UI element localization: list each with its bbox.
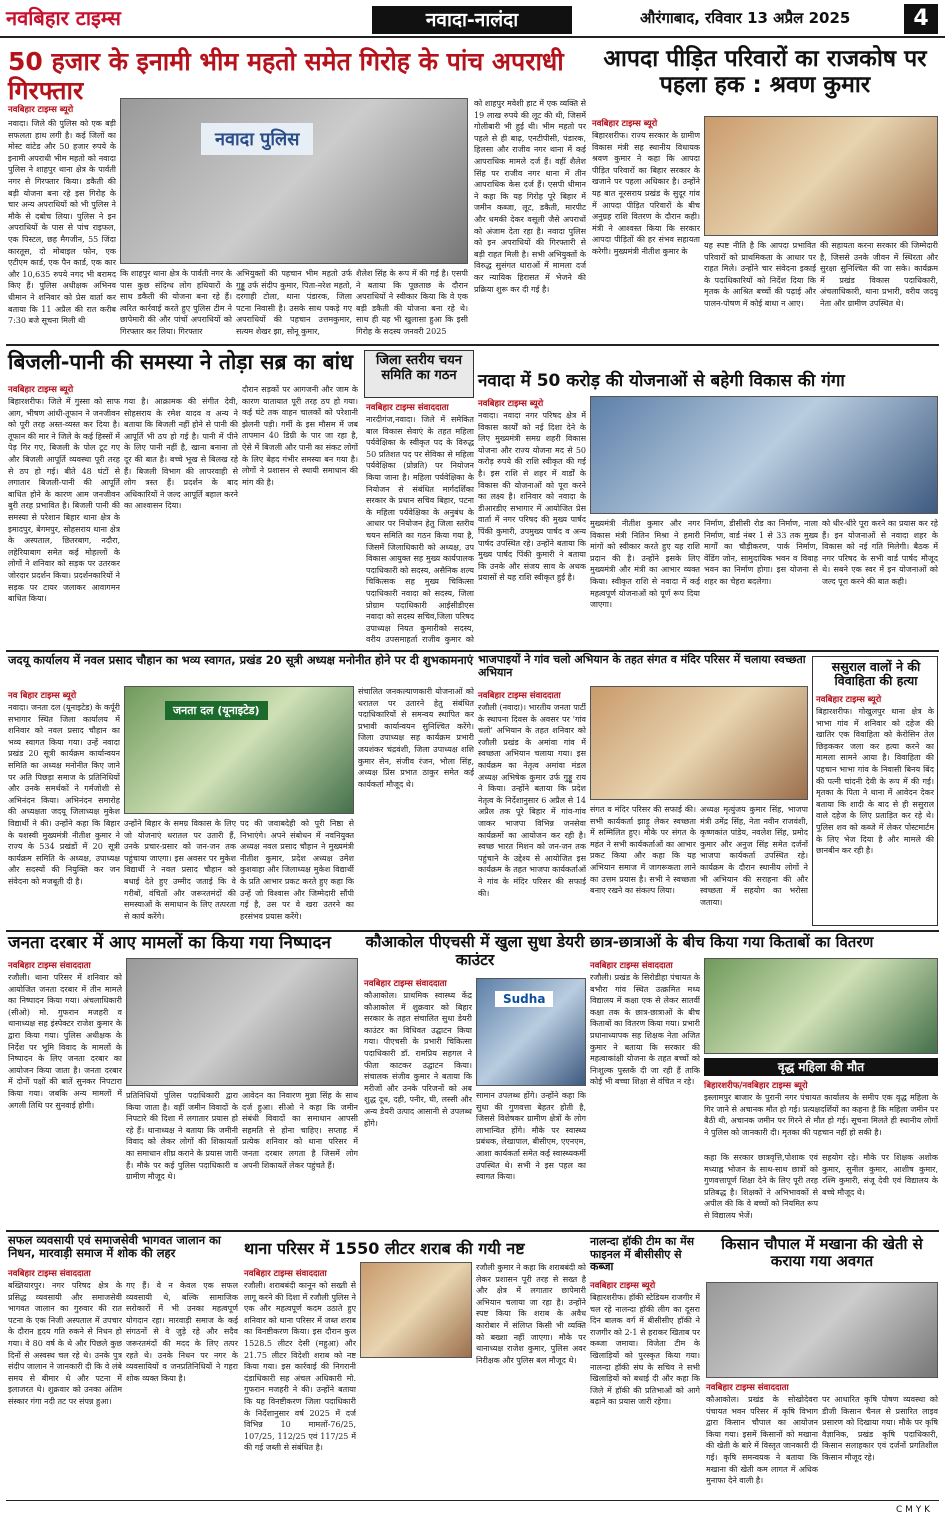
story15-byline: नवबिहार टाइम्स ब्यूरो — [590, 1281, 656, 1291]
story6-byline: नव बिहार टाइम्स ब्यूरो — [8, 691, 77, 701]
page-number: 4 — [904, 4, 938, 34]
story14-col1: रजौली। शराबबंदी कानून को सख्ती से लागू करने की दिशा में रजौली पुलिस ने एक और महत्वपूर्ण कदम उठाते हुए शनिवार को थाना परिसर में जब्त शराब का विनष्टीकरण किया। इस दौरान कुल 1528.5 लीटर देसी (महुआ) और 21.75 लीटर विदेशी शराब को नष्ट किया गया। इस कार्रवाई की निगरानी दंडाधिकारी सह अंचल अधिकारी मो. गुफरान मजहरी ने की। उन्होंने बताया कि यह विनष्टीकरण जिला पदाधिकारी के निर्देशानुसार वर्ष 2025 में दर्ज विभिन्न 10 मामलों-76/25, 107/25, 112/25 एवं 117/25 में की गई जब्ती से संबंधित है। — [244, 1281, 356, 1453]
section-label: नवादा-नालंदा — [372, 6, 572, 34]
story12-byline: बिहारशरीफ/नवबिहार टाइम्स ब्यूरो — [704, 1081, 808, 1091]
story5-headline: नवादा में 50 करोड़ की योजनाओं से बहेगी विकास की गंगा — [478, 371, 845, 391]
story6-photo — [124, 686, 354, 814]
story11-col1: रजौली। प्रखंड के सिरोडीहा पंचायत के बभौरा गांव स्थित उत्क्रमित मध्य विद्यालय में कक्षा एक से लेकर सातवीं कक्षा तक के छात्र-छात्राओं के बीच किताबों का वितरण किया गया। प्रभारी प्रधानाध्यापक सह शिक्षक नेता अजित कुमार ने बताया कि सरकार की महत्वाकांक्षी योजना के तहत बच्चों को निःशुल्क पुस्तकें दी जा रही हैं ताकि कोई भी बच्चा शिक्षा से वंचित न रहे। — [590, 973, 700, 1087]
story10-headline: कौआकोल पीएचसी में खुला सुधा डेयरी काउंटर — [365, 933, 585, 969]
story6-headline: जदयू कार्यालय में नवल प्रसाद चौहान का भव्य स्वागत, प्रखंड 20 सूत्री अध्यक्ष मनोनीत होने पर दी शुभकामनाएं — [8, 653, 474, 667]
story13-col2: गए हैं। वे न केवल एक सफल व्यवसायी थे, बल्कि सामाजिक सरोकारों में भी उनका महत्वपूर्ण योगदान रहा। मारवाड़ी समाज के कई संगठनों से वे जुड़े रहे और सदैव जरूरतमंदों की मदद के लिए तत्पर रहते थे। उनके निधन पर नगर के व्यवसायियों व जनप्रतिनिधियों ने गहरा शोक व्यक्त किया है। — [126, 1281, 238, 1383]
story11-headline: छात्र-छात्राओं के बीच किया गया किताबों का वितरण — [590, 933, 874, 951]
story9-col1: रजौली। थाना परिसर में शनिवार को आयोजित जनता दरबार में तीन मामले का निष्पादन किया गया। अंचलाधिकारी (सीओ) मो. गुफरान मजहरी व थानाध्यक्ष सह इंस्पेक्टर राजेश कुमार के द्वारा किया गया। पुलिस अधीक्षक के निर्देश पर भूमि विवाद के मामलों के निष्पादन के लिए जनता दरबार का आयोजन किया जाता है। जनता दरबार में दोनों पक्षों की बातें सुनकर निपटारा किया गया। जबकि अन्य मामलों में अगली तिथि पर सुनवाई होगी। — [8, 973, 122, 1110]
story4-headline: जिला स्तरीय चयन समिति का गठन — [376, 353, 462, 383]
story4-head-box — [364, 350, 474, 398]
footer-rule — [6, 1500, 939, 1501]
story5-byline: नवबिहार टाइम्स ब्यूरो — [478, 399, 544, 409]
divider — [6, 344, 939, 346]
paper-name: नवबिहार टाइम्स — [6, 6, 121, 30]
sudha-sign: Sudha — [495, 991, 553, 1007]
story5-col3: निर्माण, डीसीसी रोड का निर्माण, नाला निर्माण, वार्ड नंबर 1 से 33 तक मुख्य मार्गों का चौड़ीकरण, पार्क निर्माण, वेंडिंग जोन, सामुदायिक भवन व विवाह भवन का निर्माण होगा। इस योजना से शहर का चेहरा बदलेगा। — [704, 519, 818, 586]
story3-col2: गया है। आक्रामक की संगीत देवी, सोहसराय के रमेश यादव व अन्य ने बताया कि बिजली नहीं होने से पानी की आपूर्ति भी ठप हो गई है। पानी में पीने के लिए पानी नहीं है, खाना बनाना तो दूर की बात है। बच्चे भूख से बिलख रहे हैं। बिजली विभाग की लापरवाही से लोग त्रस्त हैं। प्रदर्शन के बाद अधिकारियों ने जल्द आपूर्ति बहाल करने का आश्वासन दिया। — [124, 397, 238, 511]
cmyk-marks: C M Y K — [896, 1505, 931, 1515]
story10-photo — [476, 978, 586, 1086]
story1-col5: को शाहपुर मवेशी हाट में एक व्यक्ति से 19 लाख रुपये की लूट की थी, जिसमें गोलीबारी भी हुई थी। भीम महतो पर पहले से ही बाढ़, एनटीपीसी, पंडारक, हिलसा और राजीव नगर थाना में कई आपराधिक मामले दर्ज हैं। वहीं शैलेश सिंह पर राजीव नगर थाना में तीन आपराधिक केस दर्ज हैं। एसपी धीमान ने कहा कि यह गिरोह पूरे बिहार में जमीन कब्जा, लूट, डकैती, मारपीट और धमकी देकर वसूली जैसे अपराधों को अंजाम देता रहा है। नवादा पुलिस को इन अपराधियों की गिरफ्तारी से बड़ी राहत मिली है। सभी अभियुक्तों के विरुद्ध सुसंगत धाराओं में मामला दर्ज कर न्यायिक हिरासत में भेजने की प्रक्रिया शुरू कर दी गई है। — [474, 99, 586, 294]
story7-photo — [590, 686, 808, 800]
story1-lead: नवादा। जिले की पुलिस को एक बड़ी सफलता हाथ लगी है। कई जिलों का मोस्ट वांटेड और 50 हजार रुपये के इनामी अपराधी भीम महतो को नवादा पुलिस ने शाहपुर थाना क्षेत्र के पार्वती नगर से गिरफ्तार किया। डकैती की बड़ी योजना बना रहे इस गिरोह के चार अन्य अपराधियों को भी पुलिस ने मौके से दबोच लिया। पुलिस ने इन अपराधियों के पास से पांच राइफल, एक पिस्टल, छह मैगजीन, 55 जिंदा कारतूस, दो मोबाइल फोन, एक एटीएम कार्ड, एक पैन कार्ड, एक कार और 10,635 रुपये नगद भी बरामद किए हैं। पुलिस अधीक्षक अभिनव धीमान ने शनिवार को प्रेस वार्ता कर बताया कि 11 अप्रैल की रात करीब 7:30 बजे सूचना मिली थी — [8, 119, 116, 326]
story3-col3: दौरान सड़कों पर आगजनी और जाम के कारण यातायात पूरी तरह ठप हो गया। कई घंटे तक वाहन चालकों को परेशानी झेलनी पड़ी। गर्मी के इस मौसम में जब तापमान 40 डिग्री के पार जा रहा है, ऐसे में बिजली और पानी का संकट लोगों के लिए बेहद गंभीर समस्या बन गया है। लोगों ने प्रशासन से स्थायी समाधान की मांग की है। — [242, 385, 358, 487]
story2-headline: आपदा पीड़ित परिवारों का राजकोष पर पहला हक : श्रवण कुमार — [603, 46, 927, 99]
story11-col2: कहा कि सरकार छात्रवृत्ति,पोशाक एवं मध्याह्न भोजन के साथ-साथ छात्रों को गुणवत्तापूर्ण शिक्षा देने के लिए पूरी तरह प्रतिबद्ध है। शिक्षकों ने अभिभावकों से अपील की कि वे बच्चों को नियमित रूप से विद्यालय भेजें। — [704, 1153, 818, 1220]
story14-col2: रजौली कुमार ने कहा कि शराबबंदी को लेकर प्रशासन पूरी तरह से सख्त है और क्षेत्र में लगातार छापेमारी अभियान चलाया जा रहा है। उन्होंने स्पष्ट किया कि शराब के अवैध कारोबार में संलिप्त किसी भी व्यक्ति को बख्शा नहीं जाएगा। मौके पर थानाध्यक्ष राजेश कुमार, पुलिस अवर निरीक्षक और पुलिस बल मौजूद थे। — [476, 1263, 586, 1365]
story3-byline: नवबिहार टाइम्स ब्यूरो — [8, 385, 74, 395]
story5-photo — [590, 396, 938, 514]
story10-byline: नवबिहार टाइम्स संवाददाता — [364, 979, 447, 989]
story7-col2: संगत व मंदिर परिसर की सफाई की। सभी कार्यकर्ता झाड़ू लेकर स्वच्छता में सम्मिलित हुए। मौके पर संगत के महंत ने सभी कार्यकर्ताओं का आभार प्रकट किया और कहा कि यह अभियान समाज में जागरूकता लाने का उत्तम प्रयास है। सभी ने स्वच्छता बनाए रखने का संकल्प लिया। — [590, 805, 696, 896]
story2-photo — [704, 116, 938, 236]
story7-col1: रजौली (नवादा)। भारतीय जनता पार्टी के स्थापना दिवस के अवसर पर 'गांव चलो' अभियान के तहत शनिवार को रजौली प्रखंड के अमांवा गांव में स्वच्छता अभियान चलाया गया। इस कार्यक्रम का नेतृत्व अमांवा मंडल अध्यक्ष अभिषेक कुमार उर्फ गुड्डू राय ने किया। उन्होंने बताया कि प्रदेश नेतृत्व के निर्देशानुसार 6 अप्रैल से 14 अप्रैल तक पूरे बिहार में गांव-गांव जाकर भाजपा विभिन्न जनसेवा कार्यक्रमों का आयोजन कर रही है। स्वच्छ भारत मिशन को जन-जन तक पहुंचाने के उद्देश्य से आयोजित इस कार्यक्रम के तहत भाजपा कार्यकर्ताओं ने गांव के मंदिर परिसर की सफाई की। — [478, 703, 586, 898]
story16-byline: नवबिहार टाइम्स संवाददाता — [706, 1383, 789, 1393]
story13-headline: सफल व्यवसायी एवं समाजसेवी भागवत जालान का निधन, मारवाड़ी समाज में शोक की लहर — [8, 1233, 221, 1261]
story6-col4: संचालित जनकल्याणकारी योजनाओं को धरातल पर उतारने हेतु संबंधित पदाधिकारियों से समन्वय स्थापित कर प्रभावी कार्यान्वयन सुनिश्चित करेंगे। जिला उपाध्यक्ष सह कार्यक्रम प्रभारी जयशंकर चंद्रवंशी, जिला उपाध्यक्ष शशि कुमार सेन, संजीव रंजन, भोला सिंह, अध्यक्ष प्रिंस प्रभात ठाकुर समेत कई कार्यकर्ता मौजूद थे। — [358, 687, 474, 789]
story3-headline: बिजली-पानी की समस्या ने तोड़ा सब्र का बांध — [8, 350, 353, 374]
divider — [6, 650, 939, 652]
police-banner: नवादा पुलिस — [201, 123, 313, 155]
story14-byline: नवबिहार टाइम्स संवाददाता — [244, 1269, 327, 1279]
story15-headline: नालन्दा हॉकी टीम का मेंस फाइनल में बीसीसीए से कब्जा — [590, 1235, 695, 1274]
story2-body: बिहारशरीफ। राज्य सरकार के ग्रामीण विकास मंत्री सह स्थानीय विधायक श्रवण कुमार ने कहा कि आपदा पीड़ित परिवारों का बिहार सरकार के खजाने पर पहला अधिकार है। उन्होंने यह बात नूरसराय प्रखंड के सुदूर गांव में आपदा पीड़ित परिवारों के बीच अनुग्रह राशि वितरण के दौरान कही। मंत्री ने आश्वस्त किया कि सरकार आपदा पीड़ितों की हर संभव सहायता करेगी। मुख्यमंत्री नीतीश कुमार के — [592, 131, 700, 256]
story3-col1: बिहारशरीफ। जिले में गुस्सा को साफ आग, भीषण आंधी-तूफान ने जनजीवन को पूरी तरह अस्त-व्यस्त कर दिया है। तूफान की मार ने जिले के कई हिस्सों में पेड़ गिर गए, बिजली के पोल टूट गए और बिजली आपूर्ति व्यवस्था पूरी तरह से ठप हो गई। बीते 48 घंटों से लगातार बिजली-पानी की आपूर्ति बाधित होने के कारण आम जनजीवन बुरी तरह प्रभावित है। बिजली पानी की समस्या से परेशान बिहार थाना क्षेत्र के इमादपुर, बेगमपुर, सोहसराय थाना क्षेत्र के अस्पताल, छितरबाग, नदौरा, लहेरियाबाग समेत कई मोहल्लों के लोगों ने शनिवार को सड़क पर उतरकर जोरदार प्रदर्शन किया। प्रदर्शनकारियों ने सड़क पर टायर जलाकर आवागमन बाधित किया। — [8, 397, 120, 604]
story5-col4: को धीर-धीरे पूरा करने का प्रयास कर रहे हैं। इन योजनाओं से नवादा शहर के विकास को नई गति मिलेगी। बैठक में नगर परिषद के सभी वार्ड पार्षद मौजूद थे। सबने एक स्वर में इन योजनाओं को जल्द पूरा करने की बात कही। — [822, 519, 938, 586]
story12-headline: वृद्ध महिला की मौत — [704, 1058, 938, 1076]
divider — [6, 1230, 939, 1232]
story1-col2: कि शाहपुर थाना क्षेत्र के पार्वती नगर के पास कुछ संदिग्ध लोग हथियारों के साथ डकैती की योजना बना रहे हैं। त्वरित कार्रवाई करते हुए पुलिस टीम ने छापेमारी की और पांचों अपराधियों को गिरफ्तार कर लिया। गिरफ्तार — [120, 269, 232, 336]
story1-photo — [120, 98, 468, 264]
story2-col3: की सहायता करना सरकार की जिम्मेदारी है, जिससे उनके जीवन में स्थिरता और सुरक्षा सुनिश्चित की जा सके। कार्यक्रम में प्रखंड विकास पदाधिकारी, अंचलाधिकारी, थाना प्रभारी, वरीय जदयू नेता और ग्रामीण उपस्थित थे। — [820, 241, 938, 308]
story13-byline: नवबिहार टाइम्स संवाददाता — [8, 1269, 91, 1279]
dateline: औरंगाबाद, रविवार 13 अप्रैल 2025 — [640, 9, 851, 27]
story16-col1: कौआकोल। प्रखंड के सोखोदेवरा पंचायत भवन परिसर में कृषि विभाग द्वारा किसान चौपाल का आयोजन किया गया। इसमें किसानों को मखाना की खेती के बारे में विस्तृत जानकारी दी गई। कृषि समन्वयक ने बताया कि मखाना की खेती कम लागत में अधिक मुनाफा देने वाली है। — [706, 1395, 818, 1486]
story10-col2: सामान उपलब्ध होंगे। उन्होंने कहा कि सुधा की गुणवत्ता बेहतर होती है, जिससे विशेषकर ग्रामीण क्षेत्रों के लोग लाभान्वित होंगे। मौके पर स्वास्थ्य प्रबंधक, लेखापाल, बीसीएम, एएनएम, आशा कार्यकर्ता समेत कई स्वास्थ्यकर्मी उपस्थित थे। सभी ने इस पहल का स्वागत किया। — [476, 1091, 586, 1182]
story10-col1: कौआकोल। प्राथमिक स्वास्थ्य केंद्र कौआकोल में शुक्रवार को बिहार सरकार के तहत संचालित सुधा डेयरी काउंटर का विधिवत उद्घाटन किया गया। पीएचसी के प्रभारी चिकित्सा पदाधिकारी डॉ. रामप्रिय सहगल ने फीता काटकर उद्घाटन किया। संचालक संजीव कुमार ने बताया कि मरीजों और उनके परिजनों को अब शुद्ध दूध, दही, पनीर, घी, लस्सी और अन्य डेयरी उत्पाद आसानी से उपलब्ध होंगे। — [364, 991, 472, 1128]
story6-col2: उन्होंने बिहार के समग्र विकास के लिए जो योजनाएं धरातल पर उतारी हैं, उनके प्रचार-प्रसार को जन-जन तक पहुंचाया जाएगा। इस अवसर पर मुकेश विद्यार्थी ने नवल प्रसाद चौहान को बधाई देते हुए उम्मीद जताई कि वे गरीबों, वंचितों और जरूरतमंदों की समस्याओं के समाधान के लिए तत्परता से कार्य करेंगे। — [124, 819, 236, 921]
story1-col4: शैलेश सिंह के रूप में की गई है। एसपी ने बताया कि पूछताछ के दौरान अपराधियों ने स्वीकार किया कि वे एक बड़ी डकैती की योजना बना रहे थे। साथ ही यह भी खुलासा हुआ कि इसी गिरोह के सदस्य जनवरी 2025 — [356, 269, 468, 336]
story4-body: नारदीगंज,नवादा। जिले में समेकित बाल विकास सेवाएं के तहत महिला पर्यवेक्षिका के स्वीकृत पद के विरुद्ध 50 प्रतिशत पद पर सेविका से महिला पर्यवेक्षिका (प्रोन्नति) पर नियोजन किया जाना है। महिला पर्यवेक्षिका के नियोजन से संबंधित मार्गदर्शिका सरकार के प्रधान सचिव बिहार, पटना के महिला पर्यवेक्षिका के अनुबंध के आधार पर नियोजन हेतु जिला स्तरीय चयन समिति का गठन किया गया है, जिसमें जिलाधिकारी को अध्यक्ष, उप विकास आयुक्त सह मुख्य कार्यपालक पदाधिकारी को सदस्य, असैनिक शल्य चिकित्सक सह मुख्य चिकित्सा पदाधिकारी नवादा को सदस्य, जिला प्रोग्राम पदाधिकारी आईसीडीएस नवादा को सदस्य सचिव,जिला परिषद उपाध्यक्ष नियत कुमारीको सदस्य, वरीय उपसमाहर्ता राजीव कुमार को — [366, 415, 474, 645]
story7-headline: भाजपाइयों ने गांव चलो अभियान के तहत संगत व मंदिर परिसर में चलाया स्वच्छता अभियान — [478, 653, 806, 679]
story14-headline: थाना परिसर में 1550 लीटर शराब की गयी नष्ट — [244, 1239, 525, 1258]
story4-byline: नवबिहार टाइम्स संवाददाता — [366, 403, 449, 413]
story7-col3: अध्यक्ष मृत्युंजय कुमार सिंह, भाजपा मंत्री उमेंद्र सिंह, नेता नवीन राजवंशी, कृष्णकांत पांडेय, नवलेश सिंह, प्रमोद कुमार और अनुज सिंह समेत दर्जनों भाजपा कार्यकर्ता उपस्थित रहे। कार्यक्रम के दौरान स्थानीय लोगों ने भी अभियान की सराहना की और स्वच्छता में सहयोग का भरोसा जताया। — [700, 805, 808, 907]
story1-headline: 50 हजार के इनामी भीम महतो समेत गिरोह के पांच अपराधी गिरफ्तार — [8, 47, 564, 105]
story9-photo — [126, 958, 358, 1086]
story5-col1: नवादा। नवादा नगर परिषद क्षेत्र में विकास कार्यों को नई दिशा देने के लिए मुख्यमंत्री समग्र शहरी विकास योजना और राज्य योजना मद से 50 करोड़ रुपये की राशि स्वीकृत की गई है। इस राशि से शहर में वार्डों के विकास की योजनाओं को पूरा करने का लक्ष्य है। शनिवार को नवादा के डीआरडीए सभागार में आयोजित प्रेस वार्ता में नगर परिषद की मुख्य पार्षद पिंकी कुमारी, उपमुख्य पार्षद व अन्य पार्षद उपस्थित रहे। उन्होंने बताया कि मुख्य पार्षद पिंकी कुमारी ने बताया कि उनके और संजय साव के अथक प्रयासों से यह राशि स्वीकृत हुई है। — [478, 411, 586, 583]
story11-byline: नवबिहार टाइम्स संवाददाता — [590, 961, 673, 971]
story2-col2: यह स्पष्ट नीति है कि आपदा प्रभावित परिवारों को प्राथमिकता के आधार पर राहत मिले। उन्होंने चार संवेदना इकाई के पदाधिकारियों को निर्देश दिया कि मृतक के आश्रित बच्चों की पढ़ाई और पालन-पोषण में कोई बाधा न आए। — [704, 241, 816, 308]
story2-byline: नवबिहार टाइम्स ब्यूरो — [592, 119, 658, 129]
story11-photo — [704, 958, 938, 1054]
story11-col3: सहयोग रहे। मौके पर शिक्षक अशोक कुमार, सुनील कुमार, आशीष कुमार, रश्मि कुमारी, संजू देवी एवं विद्यालय के बच्चे मौजूद थे। — [822, 1153, 938, 1197]
story8-byline: नवबिहार टाइम्स ब्यूरो — [816, 695, 882, 705]
story15-body: बिहारशरीफ। हॉकी स्टेडियम राजगीर में चल रहे नालन्दा हॉकी लीग का दूसरा दिन बालक वर्ग में बीसीसीए हॉकी ने राजगीर को 2-1 से हराकर खिताब पर कब्जा जमाया। विजेता टीम के खिलाड़ियों को पुरस्कृत किया गया। नालन्दा हॉकी संघ के सचिव ने सभी खिलाड़ियों को बधाई दी और कहा कि जिले में हॉकी की प्रतिभाओं को आगे बढ़ाने का प्रयास जारी रहेगा। — [590, 1293, 700, 1407]
masthead — [0, 0, 945, 38]
jdu-banner: जनता दल (यूनाइटेड) — [165, 701, 268, 720]
story16-photo — [706, 1282, 938, 1378]
story9-headline: जनता दरबार में आए मामलों का किया गया निष्पादन — [8, 933, 331, 953]
story9-byline: नवबिहार टाइम्स संवाददाता — [8, 961, 91, 971]
story8-headline: ससुराल वालों ने की विवाहिता की हत्या — [831, 659, 921, 689]
divider — [6, 930, 939, 932]
story1-col3: अभियुक्तों की पहचान भीम महतो उर्फ गुड्डू उर्फ संदीप कुमार, पिता-नरेश महतो, दरगाही टोला, थाना पंडारक, जिला पटना निवासी है। उसके साथ पकड़े गए अपराधियों की पहचान उत्तमकुमार, सत्यम शेखर झा, सोनू कुमार, — [236, 269, 352, 336]
story12-body: इस्लामपुर बाजार के पुरानी नगर पंचायत कार्यालय के समीप एक वृद्ध महिला के गिर जाने से अचानक मौत हो गई। प्रत्यक्षदर्शियों का कहना है कि महिला जमीन पर बैठी थी, अचानक जमीन पर गिरने से मौत हो गई। सूचना मिलते ही स्थानीय लोगों ने पुलिस को जानकारी दी। मृतका की पहचान नहीं हो सकी है। — [704, 1093, 938, 1137]
story16-col2: पर आधारित कृषि पोषण व्यवस्था को डीजी किसान चैनल से प्रसारित लाइव प्रसारण को दिखाया गया। मौके पर कृषि वैज्ञानिक, प्रखंड कृषि पदाधिकारी, किसान सलाहकार एवं दर्जनों प्रगतिशील किसान मौजूद रहे। — [822, 1395, 938, 1462]
story1-byline: नवबिहार टाइम्स ब्यूरो — [8, 105, 74, 115]
story8-body: बिहारशरीफ। गोखुलपुर थाना क्षेत्र के भाभा गांव में शनिवार को दहेज की खातिर एक विवाहिता को केरोसिन तेल छिड़ककर जला कर हत्या करने का मामला सामने आया है। विवाहिता की पहचान भाभा गांव के निवासी बिनय बिंद की पत्नी चांदनी देवी के रूप में की गई। मृतका के पिता ने थाना में आवेदन देकर बताया कि शादी के बाद से ही ससुराल वाले दहेज के लिए प्रताड़ित कर रहे थे। पुलिस शव को कब्जे में लेकर पोस्टमार्टम के लिए भेज दिया है और मामले की छानबीन कर रही है। — [816, 707, 934, 856]
story9-col2: प्रतिनिधियों पुलिस पदाधिकारी द्वारा किया जाता है। वहीं जमीन विवादों के निपटारे की दिशा में लगातार प्रयास हो रहे हैं। थानाध्यक्ष ने बताया कि जमीनी विवाद को लेकर लोगों की शिकायतों का समाधान शीघ्र कराने के प्रयास जारी हैं। मौके पर कई पुलिस पदाधिकारी व ग्रामीण मौजूद थे। — [126, 1091, 238, 1182]
story5-col2: मुख्यमंत्री नीतीश कुमार और नगर विकास मंत्री नितिन मिश्रा ने हमारी मांगों को स्वीकार करते हुए यह राशि प्रदान की है। उन्होंने इसके लिए मुख्यमंत्री और मंत्री का आभार व्यक्त किया। स्वीकृत राशि से नवादा में कई महत्वपूर्ण योजनाओं को पूर्ण रूप दिया जाएगा। — [590, 519, 700, 610]
story16-headline: किसान चौपाल में मखाना की खेती से कराया गया अवगत — [721, 1235, 923, 1271]
story6-col3: पद की जवाबदेही को पूरी निष्ठा से निभाएंगे। अपने संबोधन में नवनियुक्त अध्यक्ष नवल प्रसाद चौहान ने मुख्यमंत्री नीतीश कुमार, प्रदेश अध्यक्ष उमेश कुशवाहा और जिलाध्यक्ष मुकेश विद्यार्थी के प्रति आभार प्रकट करते हुए कहा कि उन्हें जो विश्वास और जिम्मेदारी सौंपी गई है, उस पर वे खरा उतरने का हरसंभव प्रयास करेंगे। — [240, 819, 354, 921]
story13-col1: बख्तियारपुर। नगर परिषद क्षेत्र के प्रसिद्ध व्यवसायी और समाजसेवी भागवत जालान का गुरुवार की रात पटना के एक निजी अस्पताल में उपचार के दौरान हृदय गति रुकने से निधन हो गया। वे 80 वर्ष के थे और पिछले कुछ दिनों से अस्वस्थ चल रहे थे। उनके पुत्र संदीप जालान ने जानकारी दी कि वे लंबे समय से बीमार थे और पटना में इलाजरत थे। शुक्रवार को उनका अंतिम संस्कार गंगा नदी तट पर संपन्न हुआ। — [8, 1281, 122, 1406]
story6-col1: नवादा। जनता दल (यूनाइटेड) के कर्पूरी सभागार स्थित जिला कार्यालय में शनिवार को नवल प्रसाद चौहान का भव्य स्वागत किया गया। उन्हें नवादा प्रखंड 20 सूत्री कार्यक्रम कार्यान्वयन समिति का अध्यक्ष मनोनीत किए जाने पर अति पिछड़ा समाज के प्रतिनिधियों और उनके समर्थकों ने गर्मजोशी से अभिनंदन किया। अभिनंदन समारोह की अध्यक्षता जदयू जिलाध्यक्ष मुकेश विद्यार्थी ने की। उन्होंने कहा कि बिहार के यशस्वी मुख्यमंत्री नीतीश कुमार ने राज्य के 534 प्रखंडों में 20 सूत्री कार्यक्रम समिति के अध्यक्ष, उपाध्यक्ष और सदस्यों की नियुक्ति कर जन संवेदना को मजबूती दी है। — [8, 703, 120, 886]
story9-col3: आवेदन का निवारण मुन्ना सिंह के साथ दर्ज हुआ। सीओ ने कहा कि जमीन संबंधी विवादों का समाधान आपसी सहमति से होना चाहिए। सप्ताह में प्रत्येक शनिवार को थाना परिसर में जनता दरबार लगता है जिसमें लोग अपनी शिकायतें लेकर पहुंचते हैं। — [242, 1091, 358, 1170]
story14-photo — [360, 1262, 472, 1358]
story7-byline: नवबिहार टाइम्स संवाददाता — [478, 691, 561, 701]
